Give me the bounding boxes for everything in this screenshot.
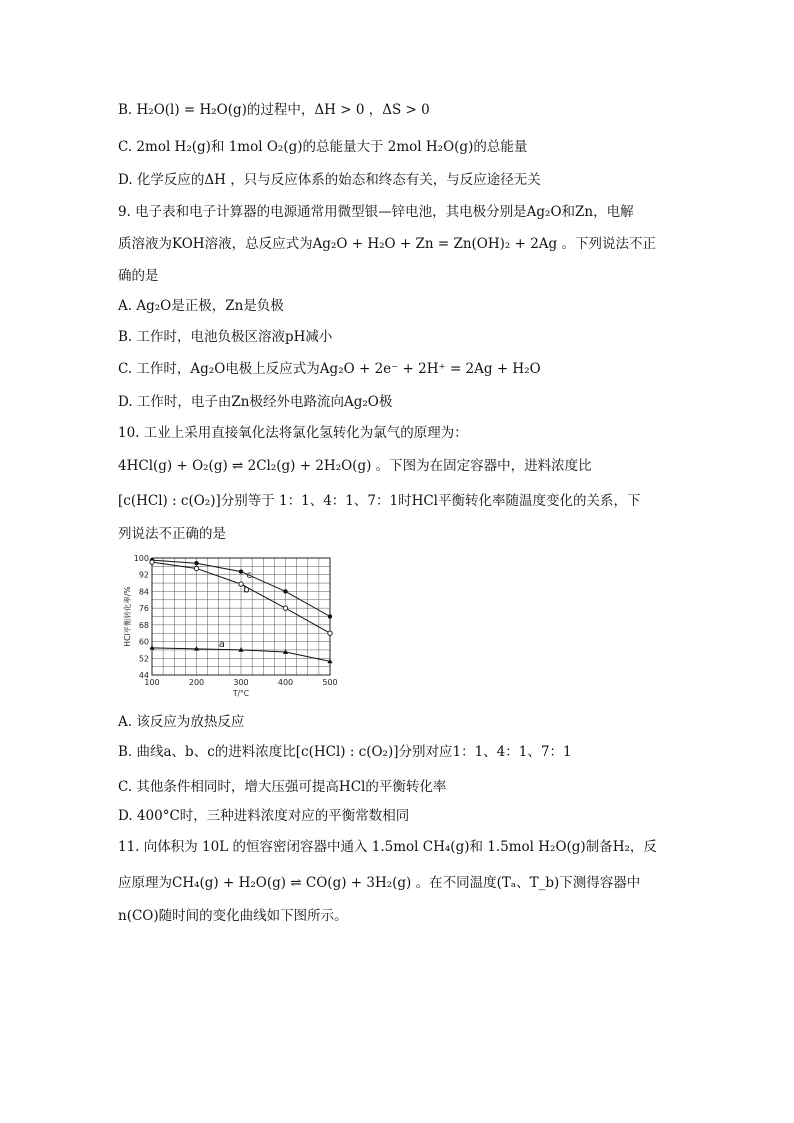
x-tick-label: 200 [188,678,205,687]
q10-stem-line4: 列说法不正确的是 [118,526,226,542]
y-tick-label: 84 [138,587,149,597]
chart-svg [118,548,348,698]
data-point-a [149,645,154,650]
q8-option-d: D. 化学反应的ΔH ，只与反应体系的始态和终态有关，与反应途径无关 [118,172,541,188]
data-point-c [328,614,332,618]
data-point-c [283,589,287,593]
x-tick-label: 400 [277,678,294,687]
q9-option-c: C. 工作时，Ag₂O电极上反应式为Ag₂O + 2e⁻ + 2H⁺ = 2Ag + H₂O [118,361,541,377]
q10-option-c: C. 其他条件相同时，增大压强可提高HCl的平衡转化率 [118,779,447,795]
q11-stem-line2: 应原理为CH₄(g) + H₂O(g) ⇌ CO(g) + 3H₂(g) 。在不同温度(Tₐ、T_b)下测得容器中 [118,875,641,891]
x-tick-label: 500 [322,678,338,687]
series-label-a: a [218,638,225,650]
q10-option-d: D. 400°C时，三种进料浓度对应的平衡常数相同 [118,808,410,824]
q10-option-b: B. 曲线a、b、c的进料浓度比[c(HCl) : c(O₂)]分别对应1：1、4：1、7：1 [118,744,572,760]
y-tick-label: 92 [138,570,149,580]
y-tick-label: 52 [138,654,149,664]
series-label-c: c [246,569,252,581]
q11-stem-line1: 11. 向体积为 10L 的恒容密闭容器中通入 1.5mol CH₄(g)和 1.5mol H₂O(g)制备H₂，反 [118,839,657,855]
data-point-b [328,631,332,635]
q8-option-b: B. H₂O(l) = H₂O(g)的过程中，ΔH > 0 ，ΔS > 0 [118,102,430,118]
x-tick-label: 100 [144,678,160,687]
q11-stem-line3: n(CO)随时间的变化曲线如下图所示。 [118,908,348,924]
y-tick-label: 44 [138,671,149,680]
y-tick-label: 60 [138,637,149,647]
q10-option-a: A. 该反应为放热反应 [118,714,245,730]
y-axis-title: HCl平衡转化率/% [123,586,132,647]
x-tick-label: 300 [233,678,249,687]
q9-option-b: B. 工作时，电池负极区溶液pH减小 [118,329,333,345]
data-point-b [194,566,198,570]
data-point-b [150,560,154,564]
q9-option-d: D. 工作时，电子由Zn极经外电路流向Ag₂O极 [118,394,393,410]
data-point-b [283,606,287,610]
x-axis-title: T/°C [232,689,250,698]
y-tick-label: 68 [138,620,149,630]
q10-stem-line3: [c(HCl) : c(O₂)]分别等于 1：1、4：1、7：1时HCl平衡转化率随温度变化的关系，下 [118,493,641,509]
chart-grid [152,558,330,675]
series-label-b: b [243,584,250,596]
y-tick-label: 100 [133,554,149,563]
data-point-c [239,569,243,573]
q9-stem-line2: 质溶液为KOH溶液，总反应式为Ag₂O + H₂O + Zn = Zn(OH)₂ + 2Ag 。下列说法不正 [118,236,656,252]
q9-option-a: A. Ag₂O是正极，Zn是负极 [118,298,284,314]
hcl-conversion-chart [118,548,348,698]
q9-stem-line3: 确的是 [118,268,159,284]
data-point-c [194,561,198,565]
q8-option-c: C. 2mol H₂(g)和 1mol O₂(g)的总能量大于 2mol H₂O(g)的总能量 [118,139,528,155]
q10-stem-line1: 10. 工业上采用直接氧化法将氯化氢转化为氯气的原理为： [118,425,468,441]
q10-stem-line2: 4HCl(g) + O₂(g) ⇌ 2Cl₂(g) + 2H₂O(g) 。下图为在固定容器中，进料浓度比 [118,458,592,474]
y-tick-label: 76 [138,604,149,614]
q9-stem-line1: 9. 电子表和电子计算器的电源通常用微型银—锌电池，其电极分别是Ag₂O和Zn，电解 [118,204,634,220]
